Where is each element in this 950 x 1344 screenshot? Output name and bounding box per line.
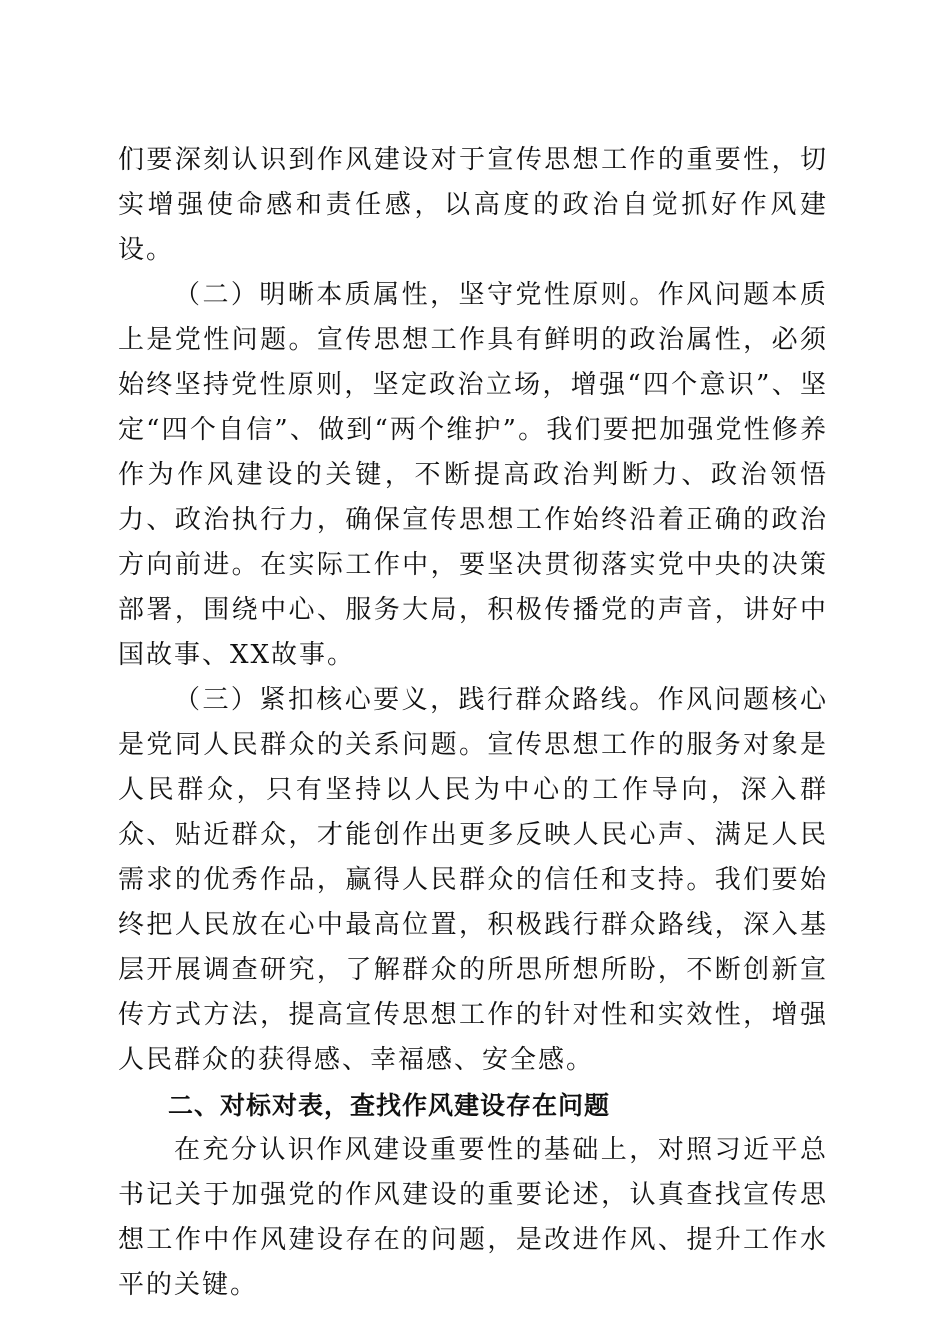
paragraph-section-two: （二）明晰本质属性，坚守党性原则。作风问题本质上是党性问题。宣传思想工作具有鲜明的政治属性，必须始终坚持党性原则，坚定政治立场，增强“四个意识”、坚定“四个自信”、做到“两个维护”。我们要把加强党性修养作为作风建设的关键，不断提高政治判断力、政治领悟力、政治执行力，确保宣传思想工作始终沿着正确的政治方向前进。在实际工作中，要坚决贯彻落实党中央的决策部署，围绕中心、服务大局，积极传播党的声音，讲好中国故事、XX故事。 (118, 280, 828, 670)
paragraph-continued: 们要深刻认识到作风建设对于宣传思想工作的重要性，切实增强使命感和责任感，以高度的政治自觉抓好作风建设。 (118, 145, 828, 265)
section-heading: 二、对标对表，查找作风建设存在问题 (168, 1091, 611, 1120)
paragraph-intro: 在充分认识作风建设重要性的基础上，对照习近平总书记关于加强党的作风建设的重要论述，认真查找宣传思想工作中作风建设存在的问题，是改进作风、提升工作水平的关键。 (118, 1135, 828, 1300)
document-body (118, 138, 828, 1308)
paragraph-section-three: （三）紧扣核心要义，践行群众路线。作风问题核心是党同人民群众的关系问题。宣传思想工作的服务对象是人民群众，只有坚持以人民为中心的工作导向，深入群众、贴近群众，才能创作出更多反映人民心声、满足人民需求的优秀作品，赢得人民群众的信任和支持。我们要始终把人民放在心中最高位置，积极践行群众路线，深入基层开展调查研究，了解群众的所思所想所盼，不断创新宣传方式方法，提高宣传思想工作的针对性和实效性，增强人民群众的获得感、幸福感、安全感。 (118, 685, 828, 1075)
